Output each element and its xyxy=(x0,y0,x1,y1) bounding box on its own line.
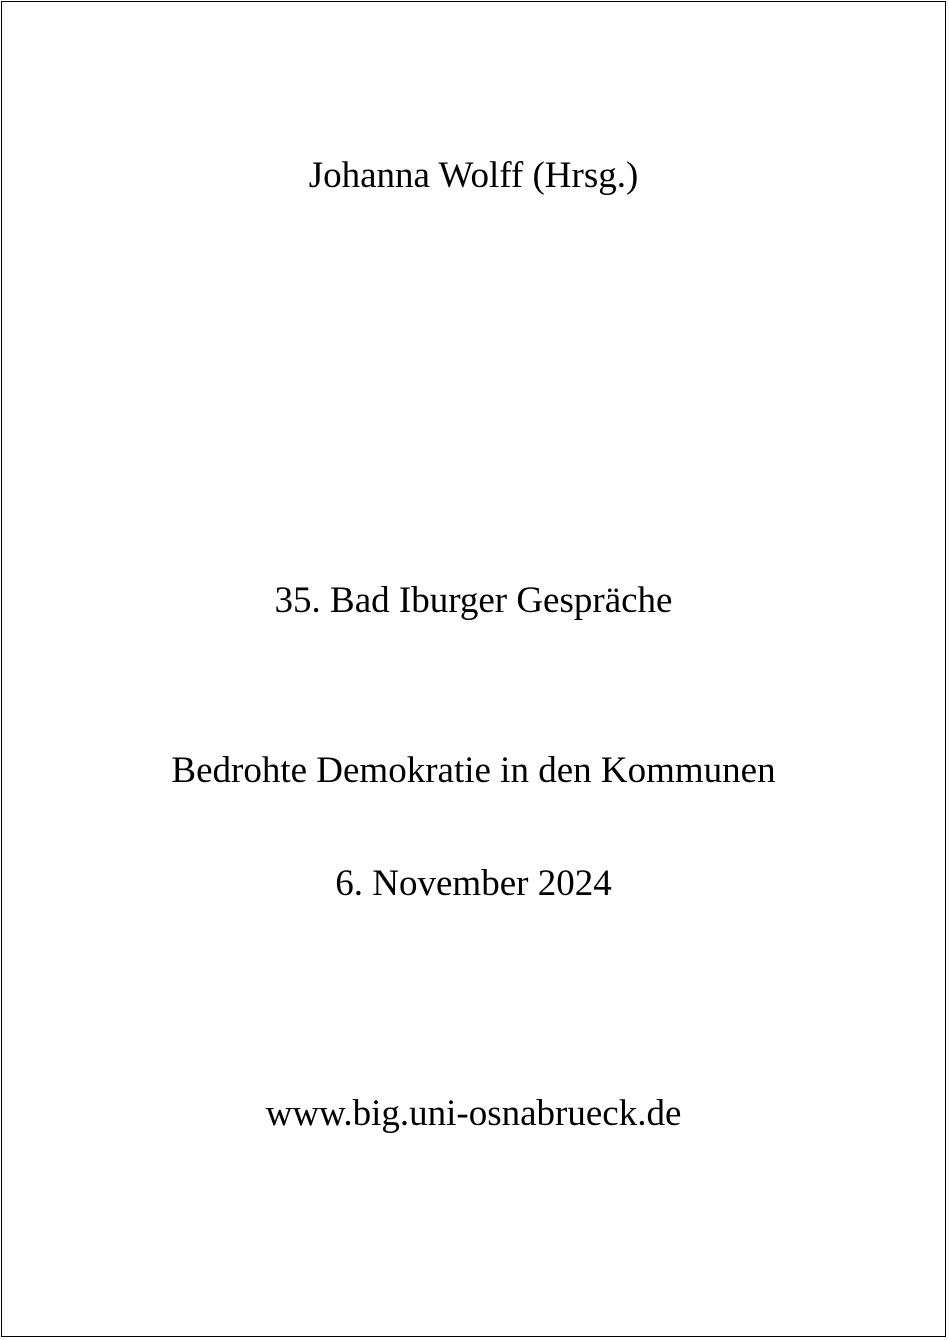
event-date: 6. November 2024 xyxy=(335,863,612,904)
title-page xyxy=(1,1,946,1337)
topic-title: Bedrohte Demokratie in den Kommunen xyxy=(171,750,776,791)
editor-line: Johanna Wolff (Hrsg.) xyxy=(308,155,639,196)
website-url: www.big.uni-osnabrueck.de xyxy=(265,1093,682,1134)
event-title: 35. Bad Iburger Gespräche xyxy=(274,580,673,621)
